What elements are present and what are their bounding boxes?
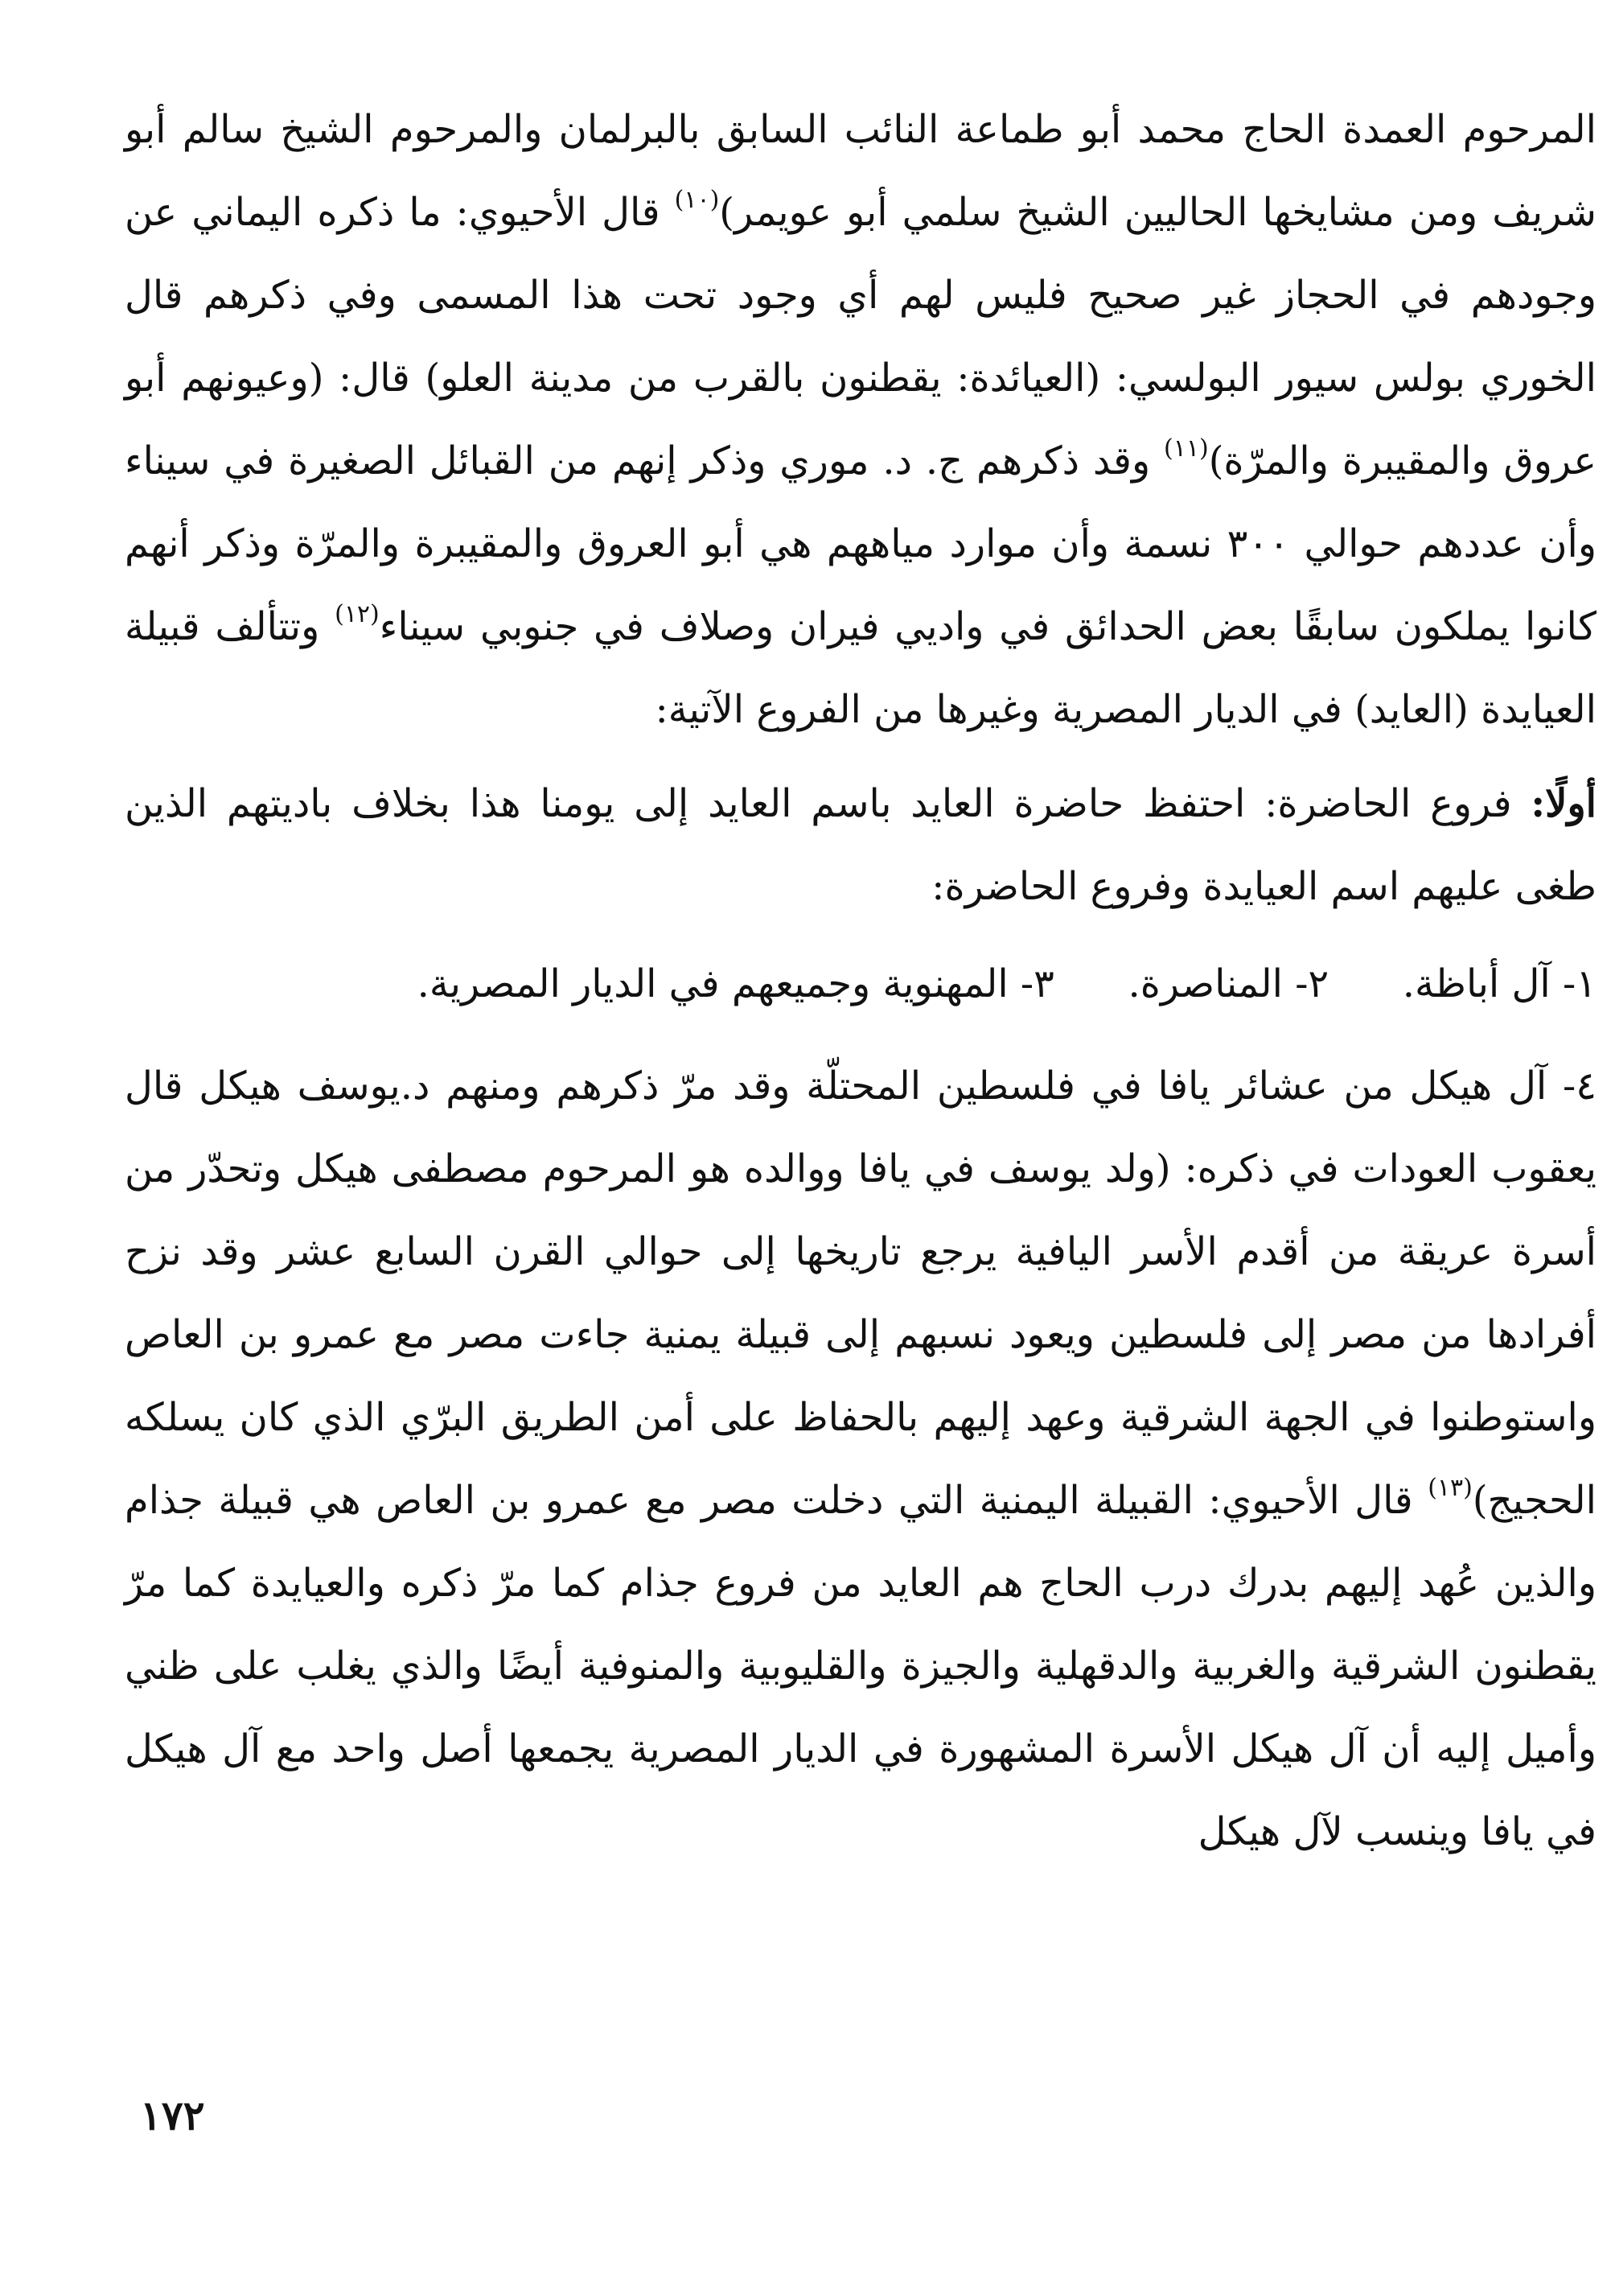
footnote-ref-13: (١٣) xyxy=(1428,1474,1473,1502)
page-number: ١٧٢ xyxy=(140,2092,205,2139)
footnote-ref-11: (١١) xyxy=(1164,434,1209,463)
footnote-ref-10: (١٠) xyxy=(674,186,720,214)
paragraph-text: المرحوم العمدة الحاج محمد أبو طماعة النائب السابق بالبرلمان والمرحوم الشيخ سالم أبو شريف ومن مشايخها الحاليين الشيخ سلمي أبو عويمر) xyxy=(125,107,1597,235)
paragraph-text: قال الأحيوي: ما ذكره اليماني عن وجودهم في الحجاز غير صحيح فليس لهم أي وجود تحت هذا المسمى وفي ذكرهم قال الخوري بولس سيور البولسي: (العيائدة: يقطنون بالقرب من مدينة العلو) قال: (وعيونهم أبو عروق والمقيبرة والمرّة) xyxy=(125,190,1597,483)
paragraph-text: قال الأحيوي: القبيلة اليمنية التي دخلت مصر مع عمرو بن العاص هي قبيلة جذام والذين عُهد إليهم بدرك درب الحاج هم العايد من فروع جذام كما مرّ ذكره والعيايدة كما مرّ يقطنون الشرقية والغربية والدقهلية والجيزة والقليوبية والمنوفية أيضًا والذي يغلب على ظني وأميل إليه أن آل هيكل الأسرة المشهورة في الديار المصرية يجمعها أصل واحد مع آل هيكل في يافا وينسب لآل هيكل xyxy=(125,1478,1597,1854)
paragraph-text: ٤- آل هيكل من عشائر يافا في فلسطين المحتلّة وقد مرّ ذكرهم ومنهم د.يوسف هيكل قال يعقوب العودات في ذكره: (ولد يوسف في يافا ووالده هو المرحوم مصطفى هيكل وتحدّر من أسرة عريقة من أقدم الأسر اليافية يرجع تاريخها إلى حوالي القرن السابع عشر وقد نزح أفرادها من مصر إلى فلسطين ويعود نسبهم إلى قبيلة يمنية جاءت مصر مع عمرو بن العاص واستوطنوا في الجهة الشرقية وعهد إليهم بالحفاظ على أمن الطريق البرّي الذي كان يسلكه الحجيج) xyxy=(125,1064,1597,1523)
paragraph-hadira-branches xyxy=(125,763,1597,928)
paragraph-al-haykal xyxy=(125,1045,1597,1874)
branches-list-line: ١- آل أباظة. ٢- المناصرة. ٣- المهنوية وجميعهم في الديار المصرية. xyxy=(417,961,1597,1006)
paragraph-text: وتتألف قبيلة العيايدة (العايد) في الديار المصرية وغيرها من الفروع الآتية: xyxy=(125,604,1597,732)
paragraph-text: وقد ذكرهم ج. د. موري وذكر إنهم من القبائل الصغيرة في سيناء وأن عددهم حوالي ٣٠٠ نسمة وأن موارد مياههم هي أبو العروق والمقيبرة والمرّة وذكر أنهم كانوا يملكون سابقًا بعض الحدائق في واديي فيران وصلاف في جنوبي سيناء xyxy=(125,438,1597,649)
paragraph-al-ayayda-intro xyxy=(125,88,1597,751)
paragraph-text: فروع الحاضرة: احتفظ حاضرة العايد باسم العايد إلى يومنا هذا بخلاف باديتهم الذين طغى عليهم اسم العيايدة وفروع الحاضرة: xyxy=(125,781,1597,909)
section-label: أولًا: xyxy=(1531,781,1597,826)
footnote-ref-12: (١٢) xyxy=(335,600,380,628)
document-page xyxy=(125,88,1597,2148)
